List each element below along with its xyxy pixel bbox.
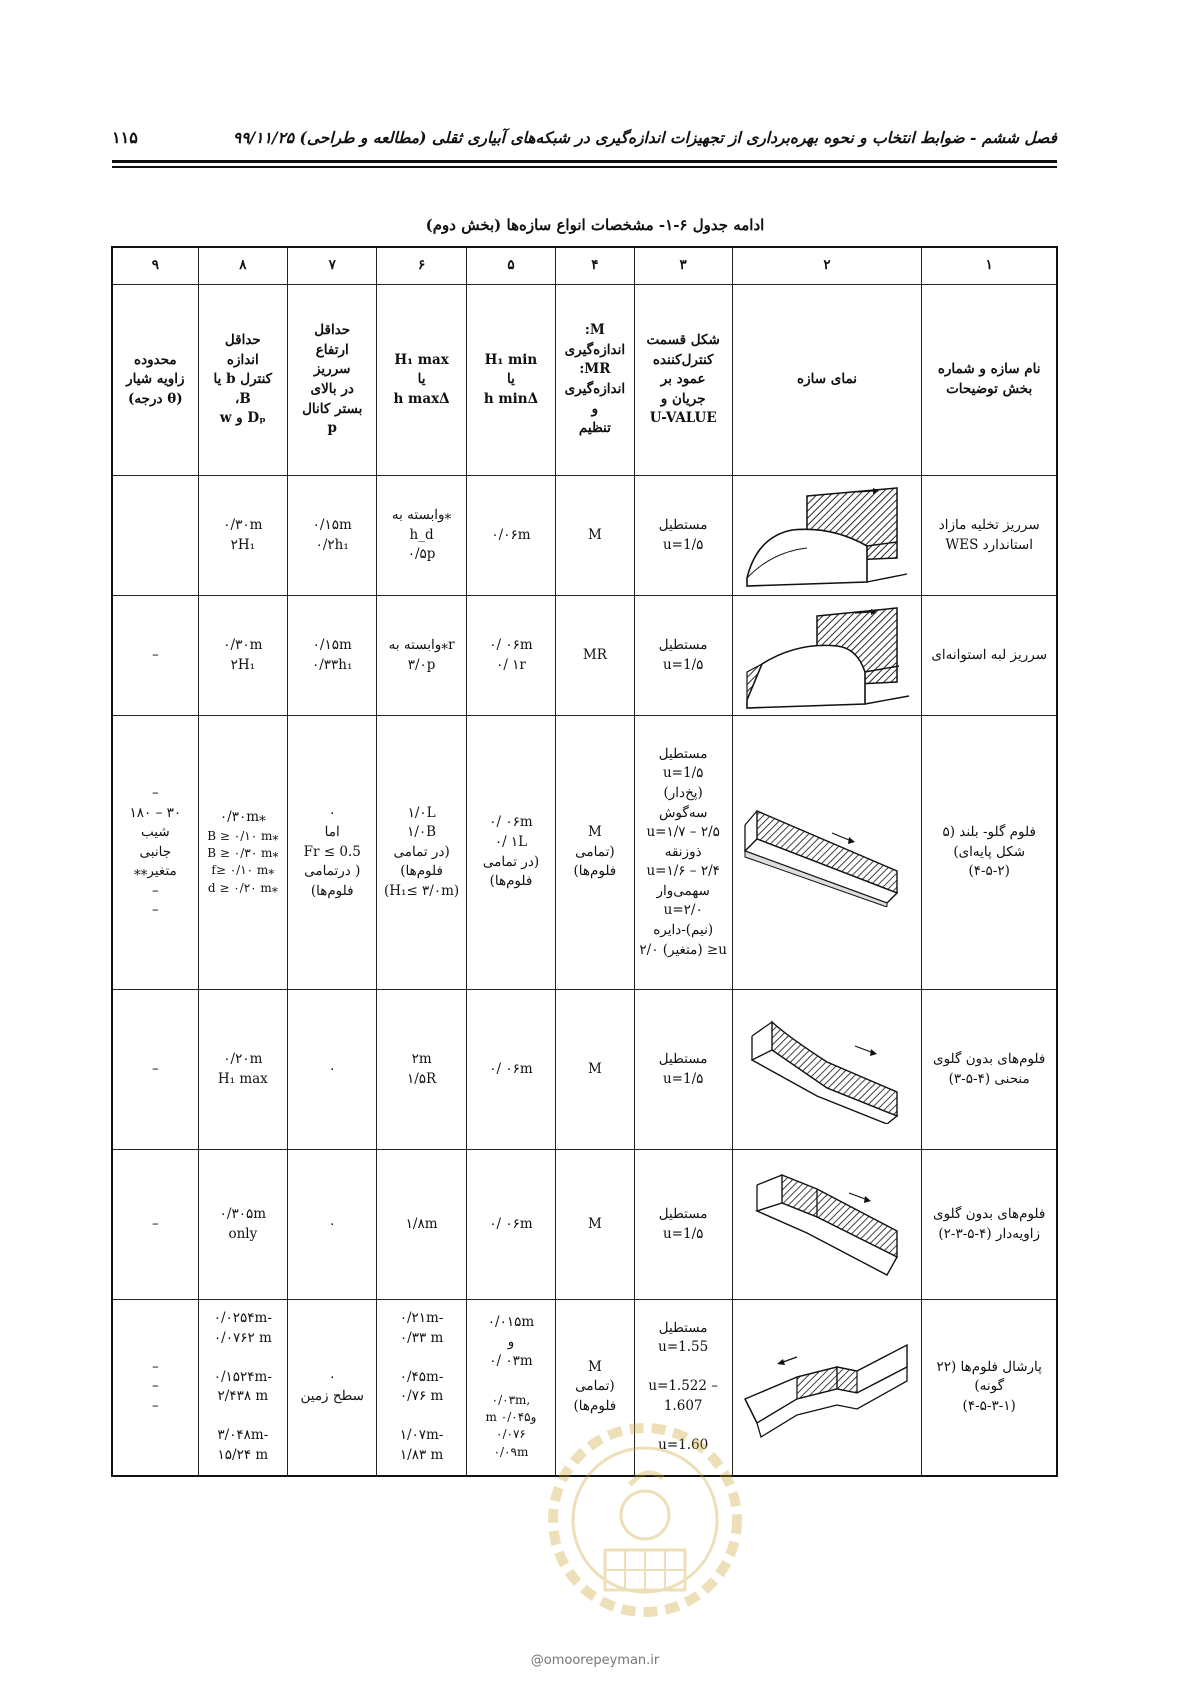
footer-website: @omoorepeyman.ir	[530, 1653, 660, 1668]
col-number: ۸	[198, 247, 287, 285]
col-number: ۱	[922, 247, 1057, 285]
table-row	[112, 596, 1057, 716]
table-row	[112, 1150, 1057, 1300]
structure-view-cell	[732, 476, 922, 596]
min-control-size-cell: ۰/۰۲۵۴m- ۰/۰۷۶۲ m ۰/۱۵۲۴m- ۲/۴۳۸ m ۳/۰۴۸m- ۱۵/۲۴ m	[198, 1300, 287, 1476]
min-crest-height-cell: ۰ سطح زمین	[288, 1300, 377, 1476]
header-structure-name: نام سازه و شماره بخش توضیحات	[922, 285, 1057, 476]
min-control-size-cell: ۰/۲۰m H₁ max	[198, 990, 287, 1150]
structure-view-cell	[732, 596, 922, 716]
mode-cell: M	[556, 1150, 634, 1300]
structure-view-cell	[732, 1300, 922, 1476]
structure-name-cell: فلوم گلو- بلند (۵ شکل پایه‌ای) (۴-۵-۲)	[922, 716, 1057, 990]
mode-cell: M	[556, 476, 634, 596]
mode-cell: MR	[556, 596, 634, 716]
h-min-cell: ۰/ ۰۶m	[466, 990, 555, 1150]
col-number: ۶	[377, 247, 466, 285]
control-shape-cell: مستطیل u=1/۵	[634, 990, 732, 1150]
col-number: ۳	[634, 247, 732, 285]
slot-angle-cell	[112, 476, 198, 596]
curved-throatless-flume-icon	[737, 1016, 917, 1124]
col-number: ۵	[466, 247, 555, 285]
h-max-cell: ۰/۲۱m- ۰/۳۳ m ۰/۴۵m- ۰/۷۶ m ۱/۰۷m- ۱/۸۳ m	[377, 1300, 466, 1476]
control-shape-cell: مستطیل u=1/۵	[634, 596, 732, 716]
slot-angle-cell: –	[112, 596, 198, 716]
min-crest-height-cell: ۰/۱۵m ۰/۲h₁	[288, 476, 377, 596]
table-row	[112, 476, 1057, 596]
h-min-cell: ۰/۰۱۵m و ۰/ ۰۳m ۰/۰۳m, و۰/۰۴۵ m ۰/۰۷۶ ۰/۰۹m	[466, 1300, 555, 1476]
header-control-shape: شکل قسمت کنترل‌کننده عمود بر جریان و U-VALUE	[634, 285, 732, 476]
header-mode: M: اندازه‌گیری MR: اندازه‌گیری و تنظیم	[556, 285, 634, 476]
h-min-cell: ۰/ ۰۶m	[466, 1150, 555, 1300]
slot-angle-cell: –	[112, 990, 198, 1150]
mode-cell: M (تمامی فلوم‌ها)	[556, 1300, 634, 1476]
parshall-flume-icon	[737, 1333, 917, 1441]
column-number-row	[112, 247, 1057, 285]
slot-angle-cell: –	[112, 1150, 198, 1300]
slot-angle-cell: – – –	[112, 1300, 198, 1476]
header-h-min: H₁ min یا h minΔ	[466, 285, 555, 476]
structure-name-cell: فلوم‌های بدون گلوی منحنی (۴-۵-۳)	[922, 990, 1057, 1150]
h-max-cell: ۲m ۱/۵R	[377, 990, 466, 1150]
control-shape-cell: مستطیل u=1/۵ (پخ‌دار) سه‌گوش u=۱/۷ – ۲/۵ ذوزنقه u=۱/۶ – ۲/۴ سهمی‌وار u=۲/۰ (نیم)-دایره u≤ (متغیر) ۲/۰	[634, 716, 732, 990]
col-number: ۴	[556, 247, 634, 285]
min-crest-height-cell: ۰	[288, 1150, 377, 1300]
header-structure-view: نمای سازه	[732, 285, 922, 476]
chapter-title: فصل ششم - ضوابط انتخاب و نحوه بهره‌برداری از تجهیزات اندازه‌گیری در شبکه‌های آبیاری ثقلی (مطالعه و طراحی) ۹۹/۱۱/۲۵	[232, 128, 1057, 147]
min-control-size-cell: ۰/۳۰m⁎ B ≥ ۰/۱۰ m⁎ B ≥ ۰/۳۰ m⁎ f≥ ۰/۱۰ m⁎ d ≥ ۰/۲۰ m⁎	[198, 716, 287, 990]
watermark-logo	[545, 1410, 745, 1640]
header-row	[112, 285, 1057, 476]
h-min-cell: ۰/ ۰۶m ۰/ ۱L (در تمامی فلوم‌ها)	[466, 716, 555, 990]
h-min-cell: ۰/ ۰۶m ۰/ ۱r	[466, 596, 555, 716]
slot-angle-cell: – ۱۸۰ – ۳۰ شیب جانبی متغیر⁎⁎ – –	[112, 716, 198, 990]
col-number: ۷	[288, 247, 377, 285]
h-max-cell: r⁎وابسته به ۳/۰p	[377, 596, 466, 716]
structure-name-cell: پارشال فلوم‌ها (۲۲ گونه) (۴-۵-۳-۱)	[922, 1300, 1057, 1476]
long-throated-flume-icon	[737, 799, 917, 907]
min-crest-height-cell: ۰ اما Fr ≤ 0.5 ( درتمامی فلوم‌ها)	[288, 716, 377, 990]
min-crest-height-cell: ۰/۱۵m ۰/۳۳h₁	[288, 596, 377, 716]
mode-cell: M	[556, 990, 634, 1150]
h-max-cell: ⁎وابسته به h_d ۰/۵p	[377, 476, 466, 596]
control-shape-cell: مستطیل u=1.55 u=1.522 – 1.607 u=1.60	[634, 1300, 732, 1476]
h-min-cell: ۰/۰۶m	[466, 476, 555, 596]
control-shape-cell: مستطیل u=1/۵	[634, 476, 732, 596]
min-control-size-cell: ۰/۳۰m ۲H₁	[198, 476, 287, 596]
h-max-cell: ۱/۰L ۱/۰B (در تمامی فلوم‌ها) (H₁≤ ۳/۰m)	[377, 716, 466, 990]
structure-view-cell	[732, 716, 922, 990]
header-min-crest-height: حداقل ارتفاع سرریز در بالای بستر کانال p	[288, 285, 377, 476]
angled-throatless-flume-icon	[737, 1171, 917, 1279]
control-shape-cell: مستطیل u=1/۵	[634, 1150, 732, 1300]
wes-weir-icon	[737, 482, 917, 590]
min-control-size-cell: ۰/۳۰۵m only	[198, 1150, 287, 1300]
table-row	[112, 716, 1057, 990]
header-slot-angle: محدوده زاویه شیار (θ درجه)	[112, 285, 198, 476]
structures-spec-table	[111, 246, 1058, 1477]
page-number: ۱۱۵	[112, 128, 138, 147]
header-rule-thin	[112, 166, 1057, 168]
table-caption: ادامه جدول ۶-۱- مشخصات انواع سازه‌ها (بخش دوم)	[425, 216, 765, 234]
header-min-control-size: حداقل اندازه کنترل b یا B، Dₚ و w	[198, 285, 287, 476]
header-h-max: H₁ max یا h maxΔ	[377, 285, 466, 476]
mode-cell: M (تمامی فلوم‌ها)	[556, 716, 634, 990]
cylindrical-weir-icon	[737, 602, 917, 710]
col-number: ۹	[112, 247, 198, 285]
h-max-cell: ۱/۸m	[377, 1150, 466, 1300]
col-number: ۲	[732, 247, 922, 285]
table-row	[112, 990, 1057, 1150]
structure-name-cell: سرریز لبه استوانه‌ای	[922, 596, 1057, 716]
structure-name-cell: سرریز تخلیه مازاد استاندارد WES	[922, 476, 1057, 596]
structure-view-cell	[732, 1150, 922, 1300]
structure-view-cell	[732, 990, 922, 1150]
header-rule	[112, 160, 1057, 163]
min-crest-height-cell: ۰	[288, 990, 377, 1150]
min-control-size-cell: ۰/۳۰m ۲H₁	[198, 596, 287, 716]
structure-name-cell: فلوم‌های بدون گلوی زاویه‌دار (۴-۵-۳-۲)	[922, 1150, 1057, 1300]
